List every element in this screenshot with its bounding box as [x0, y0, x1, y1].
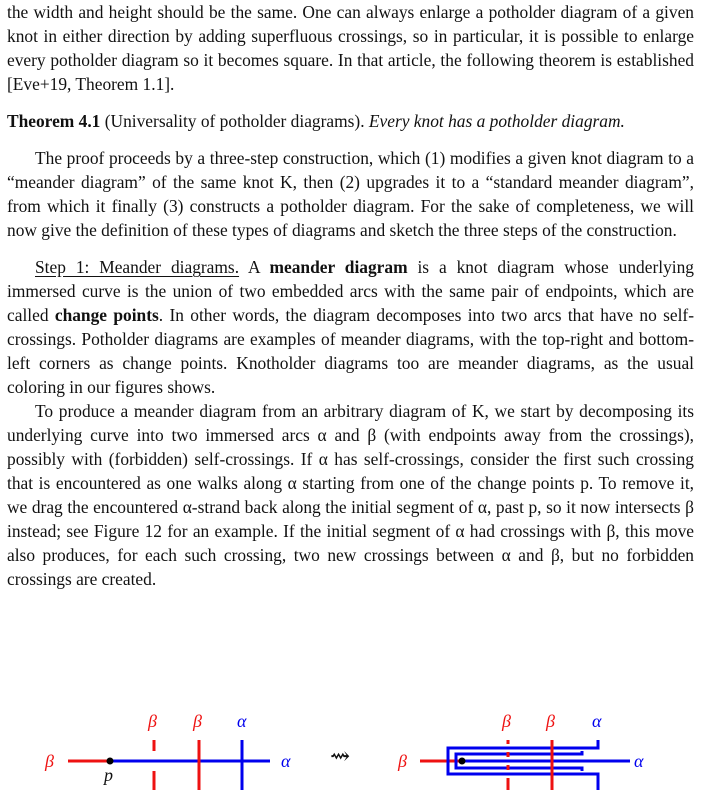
label-alpha-right-top: α — [592, 711, 602, 731]
leadsto-arrow: ⇝ — [330, 744, 351, 770]
term-change-points: change points — [54, 305, 159, 325]
produce-paragraph: To produce a meander diagram from an arbitrary diagram of K, we start by decomposing its underlying curve into two immersed arcs α and β (with endpoints away from the crossings), possibly with (forbidden) self-crossings. If α has self-crossings, consider the first such crossing that is encountered as one walks along α starting from one of the change points p. To remove it, we drag the encountered α-strand back along the initial segment of α, past p, so it now intersects β instead; see Figure 12 for an example. If the initial segment of α had crossings with β, this move also produces, for each such crossing, two new crossings between α and β, but no forbidden crossings are created. — [7, 401, 694, 589]
step1-text-a: A — [239, 257, 270, 277]
theorem-body: Every knot has a potholder diagram. — [364, 111, 625, 131]
theorem-4-1 — [7, 109, 694, 133]
label-p: p — [104, 765, 113, 785]
step1-heading: Step 1: Meander diagrams. — [35, 257, 240, 277]
label-beta-right-top-2: β — [546, 711, 555, 731]
figure-svg — [0, 700, 701, 798]
theorem-name: (Universality of potholder diagrams). — [100, 111, 365, 131]
label-alpha-right: α — [281, 751, 291, 771]
label-beta-left: β — [45, 751, 54, 771]
label-beta-top-1: β — [148, 711, 157, 731]
step1-text-c: . In other words, the diagram decomposes into two arcs that have no self-crossings. Potholder diagrams are examples of meander diagrams, with the top-right and bottom-left corners as change points. Knotholder diagrams too are meander diagrams, as the usual coloring in our figures shows. — [7, 305, 694, 397]
change-point-right — [459, 758, 466, 765]
proof-paragraph: The proof proceeds by a three-step construction, which (1) modifies a given knot diagram to a “meander diagram” of the same knot K, then (2) upgrades it to a “standard meander diagram”, from which it finally (3) constructs a potholder diagram. For the sake of completeness, we will now give the definition of these types of diagrams and sketch the three steps of the construction. — [7, 148, 694, 240]
step1-text-b: is a knot diagram whose underlying immersed curve is the union of two embedded arcs with the same pair of endpoints, which are called — [7, 257, 694, 325]
label-alpha-right-end: α — [634, 751, 644, 771]
figure-12 — [0, 700, 701, 798]
left-diagram — [44, 711, 291, 790]
label-beta-right-left: β — [398, 751, 407, 771]
label-alpha-top: α — [237, 711, 247, 731]
paper-page — [7, 0, 694, 591]
change-point — [107, 758, 114, 765]
step1-paragraph — [7, 255, 694, 399]
label-beta-top-2: β — [193, 711, 202, 731]
label-beta-right-top-1: β — [502, 711, 511, 731]
right-diagram — [397, 711, 644, 790]
alpha-dragged-loop-outer — [448, 740, 598, 790]
theorem-label: Theorem 4.1 — [7, 111, 101, 131]
term-meander-diagram: meander diagram — [269, 257, 408, 277]
intro-paragraph: the width and height should be the same. One can always enlarge a potholder diagram of a given knot in either direction by adding superfluous crossings, so in particular, it is possible to enlarge every potholder diagram so it becomes square. In that article, the following theorem is established [Eve+19, Theorem 1.1]. — [7, 2, 694, 94]
